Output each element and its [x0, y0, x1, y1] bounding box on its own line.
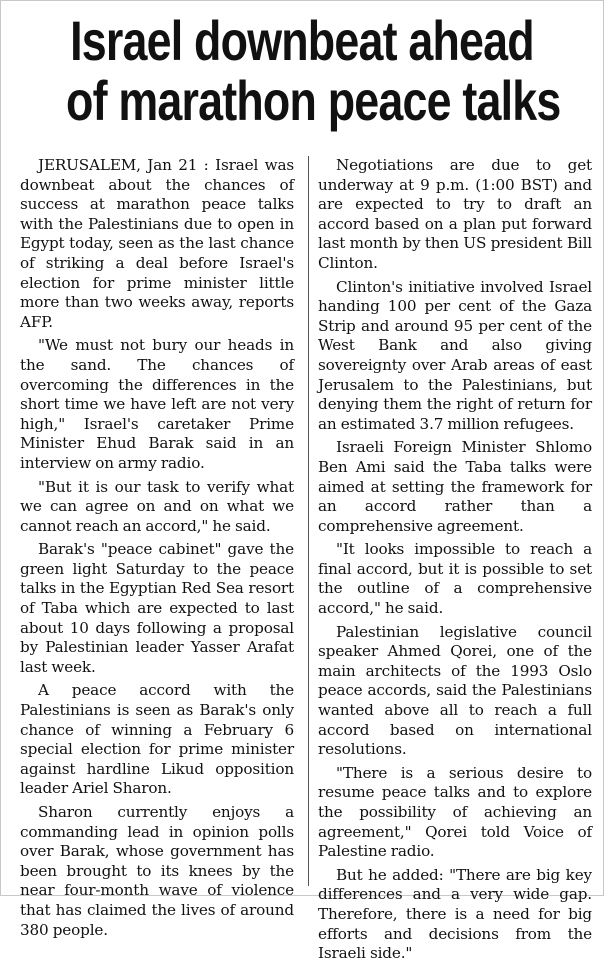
- paragraph: "There is a serious desire to resume peace talks and to explore the possibility of achieving an agreement," Qorei told Voice of Palestine radio.: [318, 763, 592, 861]
- paragraph: "We must not bury our heads in the sand. The chances of overcoming the differences in the short time we have left are not very high," Israel's caretaker Prime Minister Ehud Barak said in an interview on army radio.: [20, 336, 294, 472]
- paragraph: "It looks impossible to reach a final accord, but it is possible to set the outline of a comprehensive accord," he said.: [318, 540, 592, 618]
- headline: [66, 9, 561, 132]
- paragraph: JERUSALEM, Jan 21 : Israel was downbeat about the chances of success at marathon peace talks with the Palestinians due to open in Egypt today, seen as the last chance of striking a deal before Israel's election for prime minister little more than two weeks away, reports AFP.: [20, 156, 294, 331]
- paragraph: "But it is our task to verify what we can agree on and on what we cannot reach an accord," he said.: [20, 477, 294, 535]
- paragraph: But he added: "There are big key differences and a very wide gap. Therefore, there is a need for big efforts and decisions from the Israeli side.": [318, 865, 592, 963]
- headline-line-1: Israel downbeat ahead: [70, 9, 534, 72]
- paragraph: Negotiations are due to get underway at 9 p.m. (1:00 BST) and are expected to try to draft an accord based on a plan put forward last month by then US president Bill Clinton.: [318, 156, 592, 272]
- paragraph: Sharon currently enjoys a commanding lead in opinion polls over Barak, whose government has been brought to its knees by the near four-month wave of violence that has claimed the lives of around 380 people.: [20, 803, 294, 939]
- right-column: [318, 156, 592, 968]
- column-divider: [308, 156, 309, 886]
- paragraph: Clinton's initiative involved Israel handing 100 per cent of the Gaza Strip and around 95 per cent of the West Bank and also giving sovereignty over Arab areas of east Jerusalem to the Palestinians, but denying them the right of return for an estimated 3.7 million refugees.: [318, 277, 592, 433]
- paragraph: Palestinian legislative council speaker Ahmed Qorei, one of the main architects of the 1993 Oslo peace accords, said the Palestinians wanted above all to reach a full accord based on international resolutions.: [318, 622, 592, 759]
- headline-line-2: of marathon peace talks: [66, 69, 561, 132]
- paragraph: Barak's "peace cabinet" gave the green light Saturday to the peace talks in the Egyptian Red Sea resort of Taba which are expected to last about 10 days following a proposal by Palestinian leader Yasser Arafat last week.: [20, 540, 294, 676]
- left-column: [20, 156, 294, 944]
- paragraph: Israeli Foreign Minister Shlomo Ben Ami said the Taba talks were aimed at setting the framework for an accord rather than a comprehensive agreement.: [318, 438, 592, 535]
- article-body: [20, 156, 596, 963]
- paragraph: A peace accord with the Palestinians is seen as Barak's only chance of winning a February 6 special election for prime minister against hardline Likud opposition leader Ariel Sharon.: [20, 681, 294, 798]
